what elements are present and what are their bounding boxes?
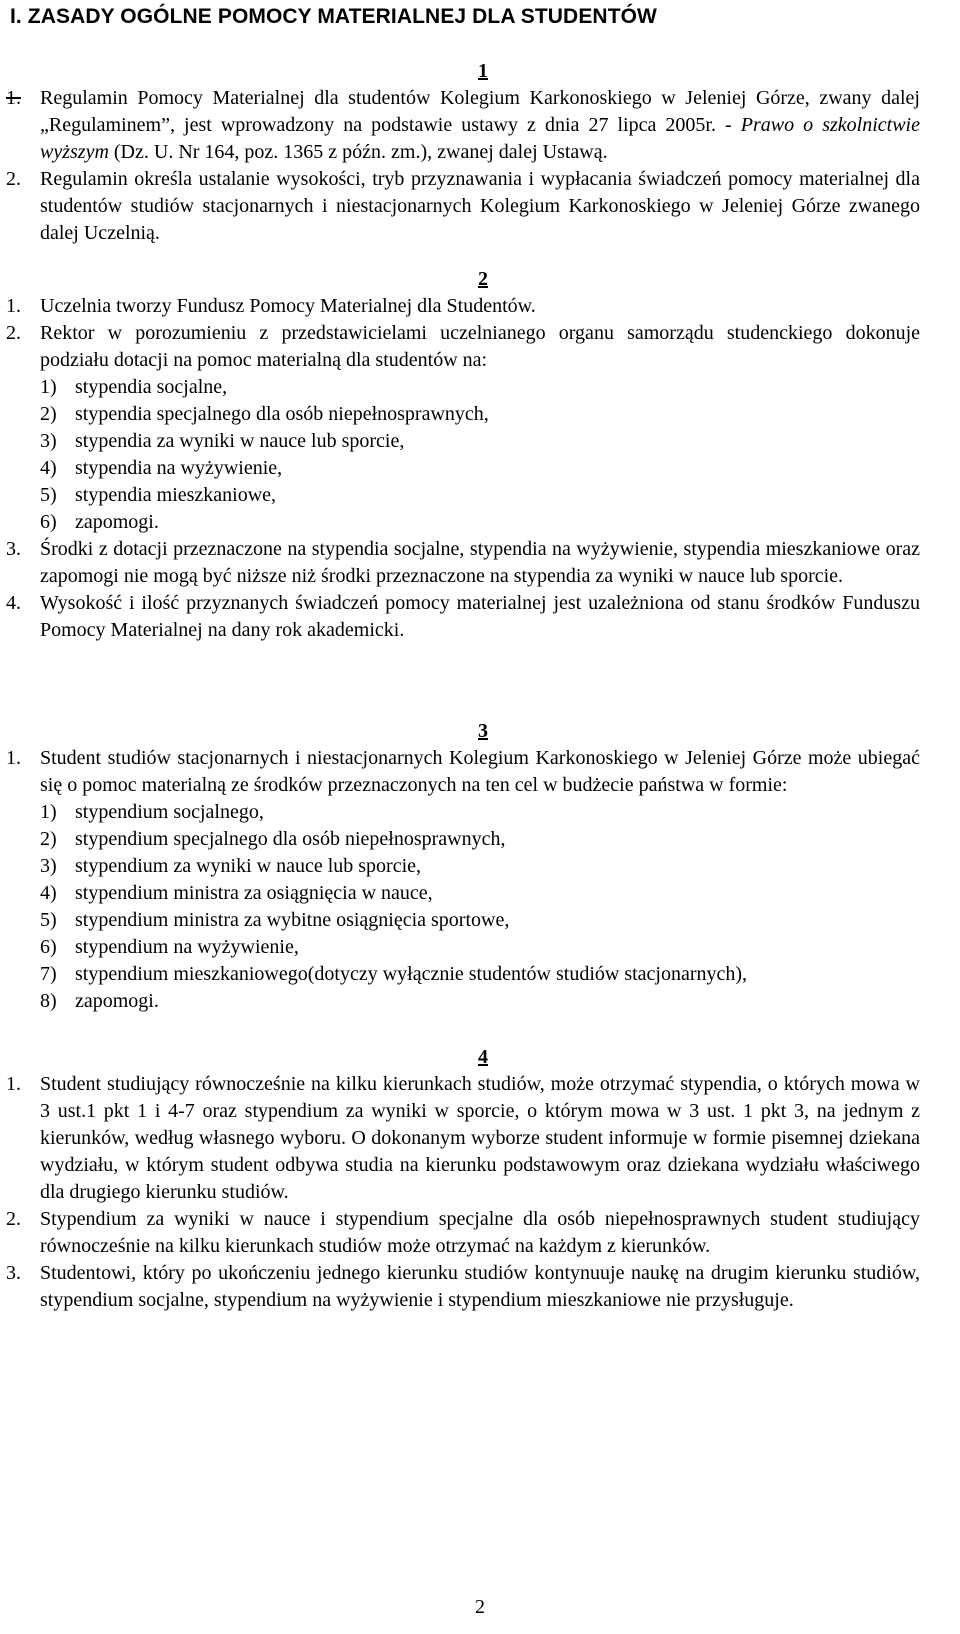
- text-run: Regulamin Pomocy Materialnej dla studentów Kolegium Karkonoskiego w Jeleniej Górze, zwany dalej „Regulaminem”, jest wprowadzony na podstawie ustawy z dnia 27 lipca 2005r. -: [40, 87, 920, 136]
- list-item: [40, 880, 920, 907]
- list-item-text: stypendia specjalnego dla osób niepełnosprawnych,: [75, 403, 489, 425]
- section-2: [6, 266, 920, 644]
- paragraph-number: 1.: [6, 87, 21, 109]
- paragraph-text: Studentowi, który po ukończeniu jednego kierunku studiów kontynuuje naukę na drugim kierunku studiów, stypendium socjalne, stypendium na wyżywienie i stypendium mieszkaniowe nie przysługuje.: [40, 1262, 920, 1311]
- list-item: [40, 907, 920, 934]
- list-item: [40, 934, 920, 961]
- list-item-text: stypendium socjalnego,: [75, 801, 264, 823]
- list-item: [40, 401, 920, 428]
- paragraph: [6, 590, 920, 644]
- section-title: 4: [478, 1046, 488, 1068]
- list-item-number: 1): [40, 376, 57, 398]
- paragraph-number: 1.: [6, 295, 21, 317]
- paragraph-number: 3.: [6, 538, 21, 560]
- paragraph-number: 4.: [6, 592, 21, 614]
- list-item-text: stypendia za wyniki w nauce lub sporcie,: [75, 430, 405, 452]
- section-title: 1: [478, 60, 488, 82]
- list-item: [40, 853, 920, 880]
- text-run: (Dz. U. Nr 164, poz. 1365 z późn. zm.), zwanej dalej Ustawą.: [108, 141, 608, 163]
- paragraph-text: [40, 85, 920, 166]
- list-item-text: stypendium specjalnego dla osób niepełnosprawnych,: [75, 828, 506, 850]
- list-item-number: 3): [40, 855, 57, 877]
- paragraph: [6, 166, 920, 247]
- paragraph: [6, 1206, 920, 1260]
- paragraph-text: [40, 320, 920, 536]
- paragraph-text: Student studiujący równocześnie na kilku kierunkach studiów, może otrzymać stypendia, o których mowa w 3 ust.1 pkt 1 i 4-7 oraz stypendium za wyniki w sporcie, o którym mowa w 3 ust. 1 pkt 3, na jednym z kierunków, według własnego wyboru. O dokonanym wyborze student informuje w formie pisemnej dziekana wydziału, w którym student odbywa studia na kierunku podstawowym oraz dziekana wydziału właściwego dla drugiego kierunku studiów.: [40, 1073, 920, 1203]
- list-item-number: 4): [40, 882, 57, 904]
- section-1: [6, 58, 920, 247]
- list-item: [40, 482, 920, 509]
- list-item-number: 2): [40, 403, 57, 425]
- paragraph-number: 2.: [6, 1208, 21, 1230]
- list-item-text: zapomogi.: [75, 511, 159, 533]
- paragraph: [6, 536, 920, 590]
- paragraph-number: 1.: [6, 747, 21, 769]
- list-item-number: 6): [40, 511, 57, 533]
- section-4: [6, 1044, 920, 1314]
- list-item-number: 8): [40, 990, 57, 1012]
- list-item-number: 7): [40, 963, 57, 985]
- text-run: Student studiów stacjonarnych i niestacjonarnych Kolegium Karkonoskiego w Jeleniej Górze może ubiegać się o pomoc materialną ze środków przeznaczonych na ten cel w budżecie państwa w formie:: [40, 747, 920, 796]
- list-item-number: 5): [40, 484, 57, 506]
- section-3: [6, 718, 920, 1015]
- list-item-number: 3): [40, 430, 57, 452]
- paragraph: [6, 1071, 920, 1206]
- list-item-text: zapomogi.: [75, 990, 159, 1012]
- paragraph-number: 2.: [6, 168, 21, 190]
- paragraph-number: 1.: [6, 1073, 21, 1095]
- list-item-text: stypendium ministra za wybitne osiągnięcia sportowe,: [75, 909, 510, 931]
- paragraph-text: Środki z dotacji przeznaczone na stypendia socjalne, stypendia na wyżywienie, stypendia mieszkaniowe oraz zapomogi nie mogą być niższe niż środki przeznaczone na stypendia za wyniki w nauce lub sporcie.: [40, 538, 920, 587]
- list-item: [40, 988, 920, 1015]
- list-item-text: stypendia mieszkaniowe,: [75, 484, 277, 506]
- list-item: [40, 455, 920, 482]
- section-title: 2: [478, 268, 488, 290]
- paragraph-text: Stypendium za wyniki w nauce i stypendium specjalne dla osób niepełnosprawnych student studiujący równocześnie na kilku kierunkach studiów może otrzymać na każdym z kierunków.: [40, 1208, 920, 1257]
- paragraph-number: 3.: [6, 1262, 21, 1284]
- list-item: [40, 509, 920, 536]
- list-item: [40, 799, 920, 826]
- list-item-number: 4): [40, 457, 57, 479]
- paragraph-text: Uczelnia tworzy Fundusz Pomocy Materialnej dla Studentów.: [40, 295, 536, 317]
- list-item-text: stypendia na wyżywienie,: [75, 457, 283, 479]
- paragraph-text: Regulamin określa ustalanie wysokości, tryb przyznawania i wypłacania świadczeń pomocy materialnej dla studentów studiów stacjonarnych i niestacjonarnych Kolegium Karkonoskiego w Jeleniej Górze zwanego dalej Uczelnią.: [40, 168, 920, 244]
- paragraph-number: 2.: [6, 322, 21, 344]
- list-item-number: 1): [40, 801, 57, 823]
- list-item-number: 2): [40, 828, 57, 850]
- paragraph: [6, 85, 920, 166]
- list-item: [40, 428, 920, 455]
- law-title-italic: Prawo o szkolnictwie wyższym: [40, 114, 920, 163]
- paragraph: [6, 293, 920, 320]
- document-heading: I. ZASADY OGÓLNE POMOCY MATERIALNEJ DLA STUDENTÓW: [10, 5, 657, 28]
- list-item: [40, 826, 920, 853]
- list-item: [40, 961, 920, 988]
- paragraph-text: [40, 745, 920, 1015]
- list-item-text: stypendium za wyniki w nauce lub sporcie,: [75, 855, 422, 877]
- paragraph-text: Wysokość i ilość przyznanych świadczeń pomocy materialnej jest uzależniona od stanu środków Funduszu Pomocy Materialnej na dany rok akademicki.: [40, 592, 920, 641]
- list-item-number: 5): [40, 909, 57, 931]
- paragraph: [6, 1260, 920, 1314]
- section-title: 3: [478, 720, 488, 742]
- paragraph: [6, 320, 920, 536]
- list-item: [40, 374, 920, 401]
- list-item-text: stypendium ministra za osiągnięcia w nauce,: [75, 882, 433, 904]
- paragraph: [6, 745, 920, 1015]
- text-run: Rektor w porozumieniu z przedstawicielami uczelnianego organu samorządu studenckiego dokonuje podziału dotacji na pomoc materialną dla studentów na:: [40, 322, 920, 371]
- list-item-text: stypendium na wyżywienie,: [75, 936, 299, 958]
- list-item-text: stypendia socjalne,: [75, 376, 228, 398]
- page-number: 2: [475, 1596, 485, 1618]
- list-item-text: stypendium mieszkaniowego(dotyczy wyłącznie studentów studiów stacjonarnych),: [75, 963, 748, 985]
- list-item-number: 6): [40, 936, 57, 958]
